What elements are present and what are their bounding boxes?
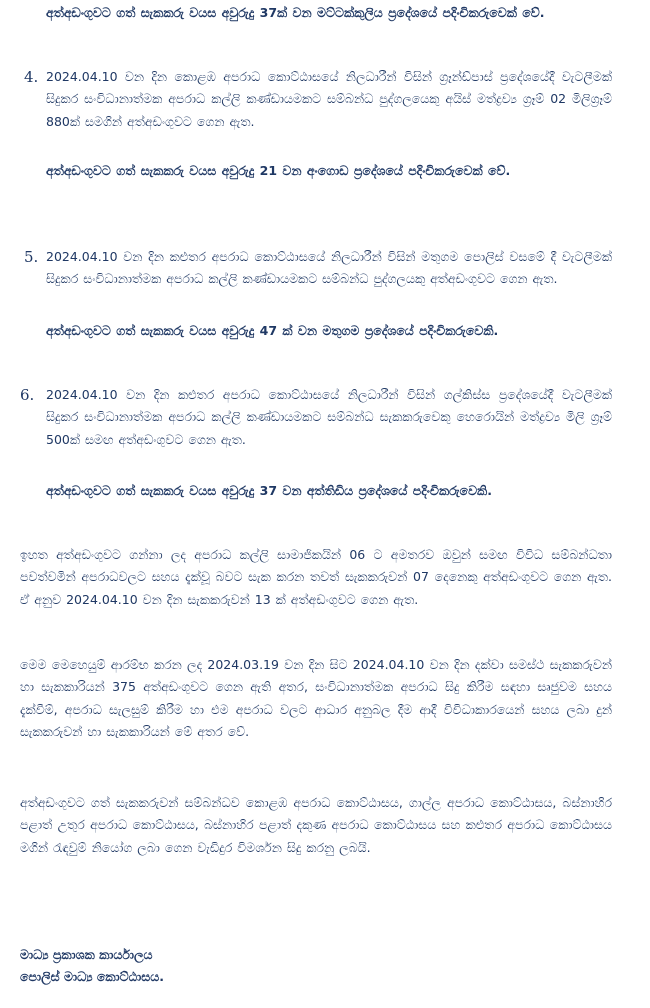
item-4-suspect: අත්අඩංගුවට ගත් සැකකරු වයස අවුරුදු 21 වන අංගොඩ ප්‍රදේශයේ පදිංචිකරුවෙක් වේ.	[46, 163, 511, 178]
item-4-body: 2024.04.10 වන දින කොළඹ අපරාධ කොට්ඨාසයේ නිලධාරීන් විසින් ග්‍රෑන්ඩ්පාස් ප්‍රදේශයේදී වැටලීමක් සිදුකර සංවිධානාත්මක අපරාධ කල්ලි කණ්ඩායමකට සම්බන්ධ පුද්ගලයෙකු අයිස් මත්ද්‍රව්‍ය ග්‍රෑම් 02 මිලිග්‍රෑම් 880ක් සමගින් අත්අඩංගුවට ගෙන ඇත.	[46, 69, 612, 129]
summary-paragraph-3: අත්අඩංගුවට ගත් සැකකරුවන් සම්බන්ධව කොළඹ අපරාධ කොට්ඨාසය, ගාල්ල අපරාධ කොට්ඨාසය, බස්නාහිර පළාත් උතුර අපරාධ කොට්ඨාසය, බස්නාහිර පළාත් දකුණ අපරාධ කොට්ඨාසය සහ කළුතර අපරාධ කොට්ඨාසය මගින් රැඳවුම් නියෝග ලබා ගෙන වැඩිදුර විමර්ශන සිදු කරනු ලබයි.	[20, 795, 612, 855]
item-5-suspect: අත්අඩංගුවට ගත් සැකකරු වයස අවුරුදු 47 ක් වන මතුගම ප්‍රදේශයේ පදිංචිකරුවෙකි.	[46, 323, 499, 338]
signature-block	[20, 944, 420, 988]
police-media-division: පොලිස් මාධ්‍ය කොට්ඨාසය.	[20, 969, 164, 984]
item-6-body: 2024.04.10 වන දින කළුතර අපරාධ කොට්ඨාසයේ නිලධාරීන් විසින් ගල්කිස්ස ප්‍රදේශයේදී වැටලීමක් සිදුකර සංවිධානාත්මක අපරාධ කල්ලි කණ්ඩායමකට සම්බන්ධ සැකකරුවෙකු හෙරොයින් මත්ද්‍රව්‍ය මිලි ග්‍රෑම් 500ක් සමඟ අත්අඩංගුවට ගෙන ඇත.	[46, 387, 612, 447]
item-3-suspect-text: අත්අඩංගුවට ගත් සැකකරු වයස අවුරුදු 37ක් වන මට්ටක්කුලිය ප්‍රදේශයේ පදිංචිකරුවෙක් වේ.	[46, 5, 545, 20]
list-number: 5.	[24, 248, 39, 266]
item-5-body: 2024.04.10 වන දින කළුතර අපරාධ කොට්ඨාසයේ නිලධාරීන් විසින් මතුගම පොලිස් වසමේ දී වැටලීමක් සිදුකර සංවිධානාත්මක අපරාධ කල්ලි කණ්ඩායමකට සම්බන්ධ පුද්ගලයකු අත්අඩංගුවට ගෙන ඇත.	[46, 249, 612, 287]
media-office-name: මාධ්‍ය ප්‍රකාශක කාර්යාලය	[20, 947, 153, 962]
summary-paragraph-1: ඉහත අත්අඩංගුවට ගන්නා ලද අපරාධ කල්ලි සාමාජිකයින් 06 ට අමතරව ඔවුන් සමඟ විවිධ සම්බන්ධතා පවත්වමින් අපරාධවලට සහය දැක්වූ බවට සැක කරන තවත් සැකකරුවන් 07 දෙනෙකු අත්අඩංගුවට ගෙන ඇත. ඒ අනුව 2024.04.10 වන දින සැකකරුවන් 13 ක් අත්අඩංගුවට ගෙන ඇත.	[20, 547, 612, 607]
list-number: 6.	[20, 386, 35, 404]
list-number: 4.	[24, 68, 39, 86]
summary-paragraph-2: මෙම මෙහෙයුම් ආරම්භ කරන ලද 2024.03.19 වන දින සිට 2024.04.10 වන දින දක්වා සමස්ථ සැකකරුවන් හා සැකකාරියන් 375 අත්අඩංගුවට ගෙන ඇති අතර, සංවිධානාත්මක අපරාධ සිදු කිරීම සඳහා සෘජුවම සහය දැක්වීම්, අපරාධ සැලසුම් කිරීම හා එම අපරාධ වලට ආධාර අනුබල දීම ආදී විවිධාකාරයෙන් සහය ලබා දුන් සැකකරුවන් හා සැකකාරියන් මේ අතර වේ.	[20, 657, 612, 740]
item-6-suspect: අත්අඩංගුවට ගත් සැකකරු වයස අවුරුදු 37 වන අත්තිඩිය ප්‍රදේශයේ පදිංචිකරුවෙකි.	[46, 483, 492, 498]
